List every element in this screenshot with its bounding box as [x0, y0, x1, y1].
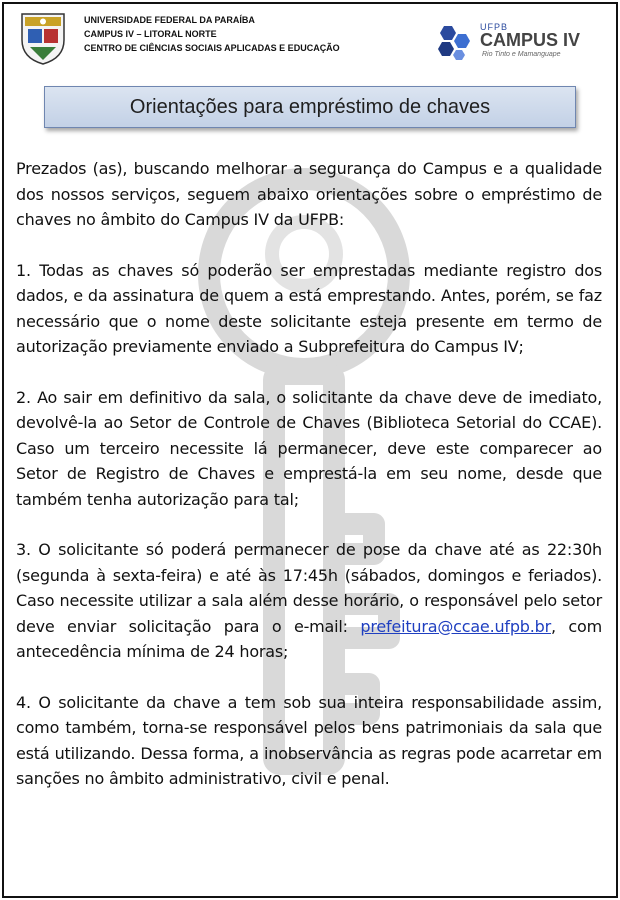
document-header — [4, 4, 616, 74]
intro-paragraph: Prezados (as), buscando melhorar a segurança do Campus e a qualidade dos nossos serviços, seguem abaixo orientações sobre o empréstimo de chaves no âmbito do Campus IV da UFPB: — [16, 159, 602, 229]
item-3-paragraph — [16, 537, 602, 665]
title-banner — [44, 86, 576, 128]
page-title: Orientações para empréstimo de chaves — [129, 95, 491, 118]
campus-iv-logo — [430, 20, 610, 64]
item-2-paragraph: 2. Ao sair em definitivo da sala, o solicitante da chave deve de imediato, devolvê-la ao Setor de Controle de Chaves (Biblioteca Setorial do CCAE). Caso um terceiro necessite lá permanecer, deve este comparecer ao Setor de Registro de Chaves e emprestá-la em seu nome, desde que também tenha autorização para tal; — [16, 387, 602, 509]
institution-block — [84, 13, 340, 55]
campus-name: CAMPUS IV – LITORAL NORTE — [84, 29, 217, 39]
hexagon-logo-icon — [430, 22, 474, 62]
email-link[interactable]: prefeitura@ccae.ufpb.br — [360, 616, 551, 636]
item-3-text-before: 3. O solicitante só poderá permanecer de pose da chave até as 22:30h (segunda à sexta-feira) e até às 17:45h (sábados, domingos e feriados). Caso necessite utilizar a sala além desse horário, o responsável pelo setor deve enviar solicitação para o e-mail: — [16, 540, 602, 636]
item-1-paragraph: 1. Todas as chaves só poderão ser emprestadas mediante registro dos dados, e da assinatura de quem a está emprestando. Antes, porém, se faz necessário que o nome deste solicitante esteja presente em termo de autorização previamente enviado a Subprefeitura do Campus IV; — [16, 260, 602, 356]
notice-page — [2, 2, 618, 898]
ufpb-crest-icon — [18, 10, 68, 66]
logo-ufpb-label: UFPB — [480, 22, 509, 32]
item-4-paragraph: 4. O solicitante da chave a tem sob sua inteira responsabilidade assim, como também, torna-se responsável pelos bens patrimoniais da sala que está utilizando. Dessa forma, a inobservância as regras pode acarretar em sanções no âmbito administrativo, civil e penal. — [16, 692, 602, 788]
center-name: CENTRO DE CIÊNCIAS SOCIAIS APLICADAS E EDUCAÇÃO — [84, 43, 340, 53]
logo-campus-label: CAMPUS IV — [480, 30, 581, 50]
institution-name: UNIVERSIDADE FEDERAL DA PARAÍBA — [84, 15, 255, 25]
notice-body — [16, 156, 602, 817]
item-3-text-after: , com antecedência mínima de 24 horas; — [16, 616, 602, 661]
logo-subtitle: Rio Tinto e Mamanguape — [482, 51, 561, 58]
